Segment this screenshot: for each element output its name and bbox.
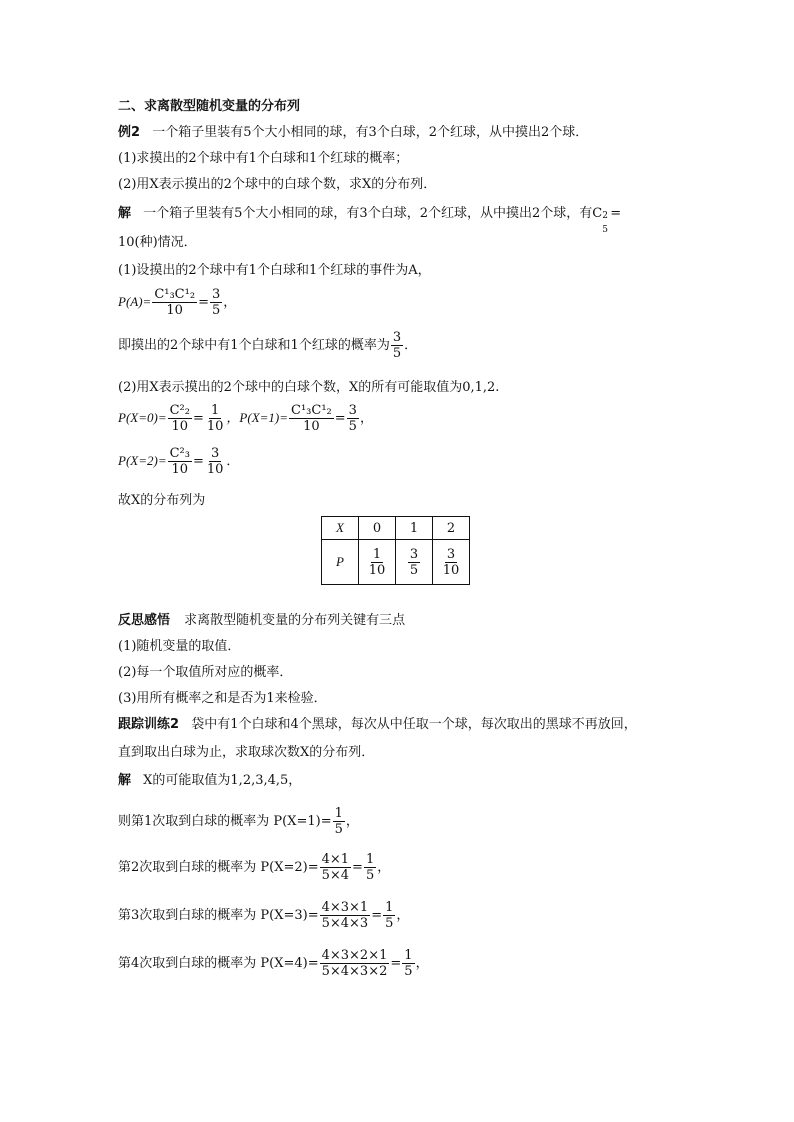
prob-num: 4×1 [321,852,350,867]
practice-values: X的可能取值为1,2,3,4,5， [143,773,302,788]
reflection-line [118,612,405,630]
prob-result [402,948,414,979]
px2-fraction [168,446,192,477]
comma: ， [396,908,410,923]
prob-line-text: 第2次取到白球的概率为 P(X=2)= [118,860,319,875]
prob-line-4 [118,948,429,979]
practice-solution-line [118,772,301,790]
px0-px1-formula [118,403,373,434]
p1-formula [118,287,236,318]
p1-res-den: 5 [211,303,221,318]
px1-res-den: 5 [348,419,357,434]
px2-num: C²₃ [169,446,190,461]
table-cell: 2 [433,517,470,540]
table-row [322,540,470,585]
table-cell [359,540,396,585]
prob-fraction [441,547,462,578]
prob-num: 1 [385,900,394,915]
prob-fraction [408,547,420,578]
prob-fraction [320,948,390,979]
table-cell: P [322,540,359,585]
p1-res-num: 3 [211,287,221,302]
prob-num: 1 [404,948,413,963]
combination-sup: 2 [602,211,608,221]
comma: ， [377,860,391,875]
px0-num: C²₂ [169,403,190,418]
p1-conc-end: ． [404,338,418,353]
prob-line-text: 第3次取到白球的概率为 P(X=3)= [118,908,319,923]
reflection-item: (1)随机变量的取值． [118,639,241,654]
px1-fraction [289,403,334,434]
p1-conc-den: 5 [392,346,402,361]
px0-res-den: 10 [206,419,224,434]
prob-fraction [320,852,351,883]
prob-num: 1 [334,806,343,821]
table-cell: 1 [396,517,433,540]
p1-fraction [152,287,197,318]
table-cell: X [322,517,359,540]
prob-den: 5 [385,916,394,931]
px0-fraction [168,403,192,434]
prob-line-2 [118,852,390,883]
prob-num: 4×3×2×1 [321,948,388,963]
combination-sub: 5 [602,225,608,235]
solution-intro-2: 10(种)情况． [118,235,197,250]
example-q2: (2)用X表示摸出的2个球中的白球个数，求X的分布列． [118,177,437,192]
px2-result [205,446,226,477]
example-label: 例2 [118,125,141,140]
p1-lhs: P(A)= [118,294,152,309]
prob-den: 5 [365,868,375,883]
px2-den: 10 [171,462,189,477]
prob-line-text: 第4次取到白球的概率为 P(X=4)= [118,956,319,971]
reflection-item: (3)用所有概率之和是否为1来检验． [118,691,327,706]
px0-den: 10 [171,419,189,434]
p1-event: (1)设摸出的2个球中有1个白球和1个红球的事件为A， [118,263,431,278]
equals-sign: = [352,860,363,875]
px2-lhs: P(X=2)= [118,453,167,468]
px0-res-num: 1 [211,403,220,418]
prob-num: 4×3×1 [321,900,369,915]
table-cell [433,540,470,585]
px1-result [347,403,359,434]
prob-num: 1 [365,852,375,867]
prob-line-3 [118,900,409,931]
prob-line-1 [118,806,359,837]
dist-label: 故X的分布列为 [118,493,206,508]
p1-tail: ， [223,295,237,310]
practice-label: 跟踪训练2 [118,717,180,732]
p1-conclusion-text: 即摸出的2个球中有1个白球和1个红球的概率为 [118,338,390,353]
section-title: 二、求离散型随机变量的分布列 [118,99,301,114]
prob-den: 5×4×3 [321,916,369,931]
prob-fraction [320,900,371,931]
prob-den: 5 [409,562,419,578]
p1-num: C¹₃C¹₂ [154,287,196,302]
prob-den: 10 [442,562,460,578]
prob-result [364,852,376,883]
px2-formula [118,446,239,477]
px2-res-num: 3 [211,446,220,461]
prob-num: 1 [372,546,382,562]
px1-lhs: ，P(X=1)= [226,410,289,425]
prob-den: 5 [334,822,343,837]
p1-conc-num: 3 [392,330,402,345]
px2-end: ． [226,454,240,469]
practice-line [118,716,637,734]
example-stem: 一个箱子里装有5个大小相同的球，有3个白球，2个红球，从中摸出2个球． [152,125,589,140]
reflection-item: (2)每一个取值所对应的概率． [118,665,293,680]
solution-intro-line [118,205,622,235]
p1-result [210,287,222,318]
prob-den: 10 [368,562,386,578]
px1-eq: = [334,411,346,426]
practice-solution-label: 解 [118,773,132,788]
comma: ， [345,814,359,829]
prob-den: 5 [404,964,413,979]
prob-line-text: 则第1次取到白球的概率为 P(X=1)= [118,814,332,829]
equals-sign: = [610,206,622,221]
px1-num: C¹₃C¹₂ [291,403,332,418]
reflection-text: 求离散型随机变量的分布列关键有三点 [184,613,406,628]
example-stem-line [118,124,588,142]
p2-intro: (2)用X表示摸出的2个球中的白球个数，X的所有可能取值为0,1,2. [118,380,500,395]
px1-den: 10 [303,419,320,434]
px0-eq: = [192,411,204,426]
distribution-table [321,516,470,585]
px1-res-num: 3 [348,403,357,418]
px1-tail: ， [359,411,373,426]
prob-result [383,900,395,931]
prob-fraction [333,806,345,837]
prob-den: 5×4 [321,868,350,883]
px2-res-den: 10 [206,462,224,477]
comma: ， [415,956,429,971]
equals-sign: = [371,908,383,923]
prob-den: 5×4×3×2 [321,964,388,979]
prob-fraction [367,547,388,578]
practice-stem-1: 袋中有1个白球和4个黑球，每次从中任取一个球，每次取出的黑球不再放回， [191,717,637,732]
practice-stem-2: 直到取出白球为止，求取球次数X的分布列． [118,745,375,760]
px2-eq: = [192,454,204,469]
equals-sign: = [390,956,402,971]
p1-eq: = [198,295,209,310]
px0-lhs: P(X=0)= [118,410,167,425]
table-header-row [322,517,470,540]
p1-conclusion-fraction [391,330,403,361]
table-cell [396,540,433,585]
px0-result [205,403,226,434]
prob-num: 3 [446,546,456,562]
solution-intro-text: 一个箱子里装有5个大小相同的球，有3个白球，2个红球，从中摸出2个球，有C [143,206,603,221]
p1-den: 10 [166,303,183,318]
prob-num: 3 [409,546,419,562]
table-cell: 0 [359,517,396,540]
example-q1: (1)求摸出的2个球中有1个白球和1个红球的概率； [118,151,409,166]
p1-conclusion [118,330,417,361]
reflection-label: 反思感悟 [118,613,171,628]
solution-label: 解 [118,206,132,221]
